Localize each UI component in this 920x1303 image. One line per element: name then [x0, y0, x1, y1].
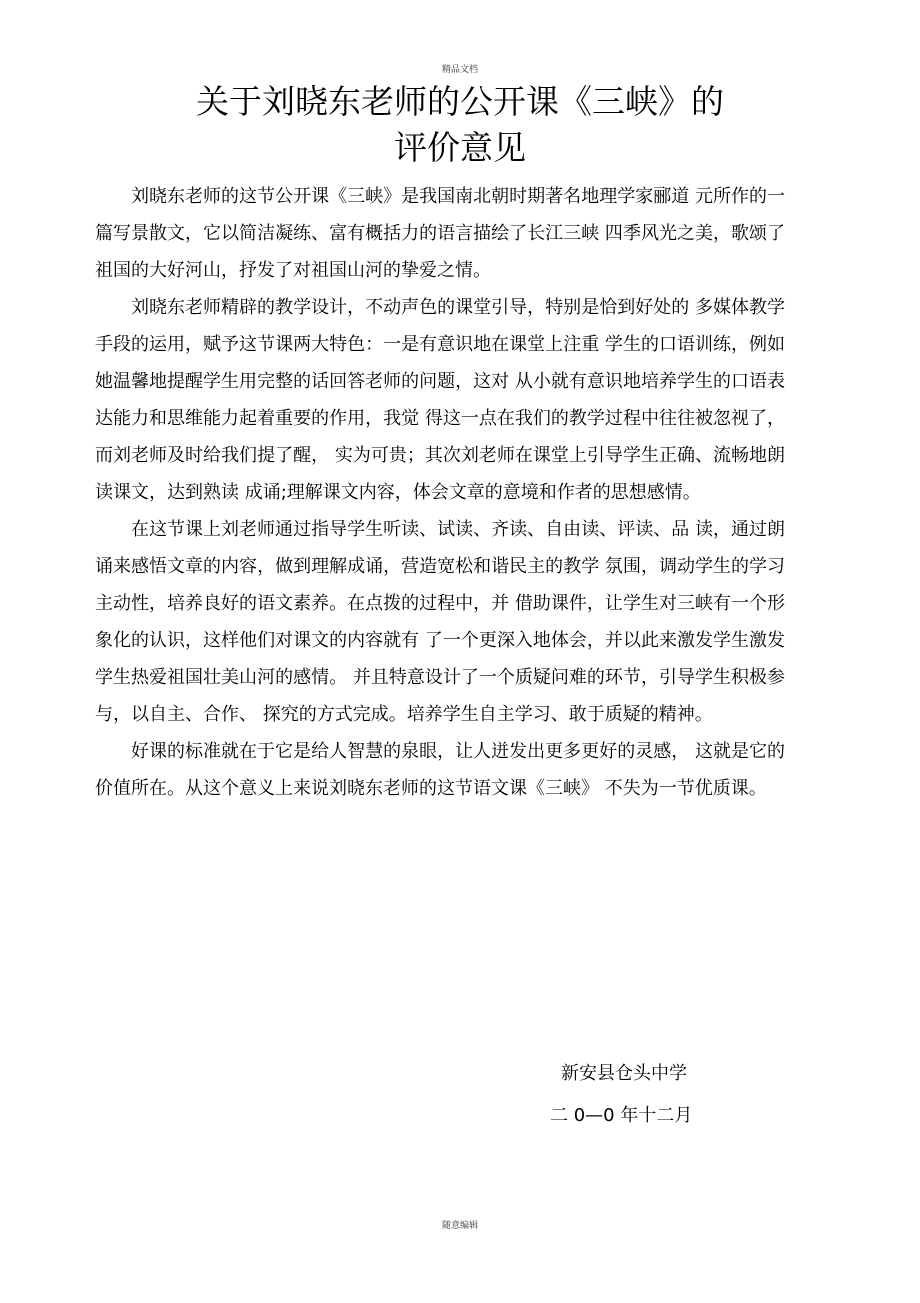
paragraph: 好课的标准就在于它是给人智慧的泉眼，让人迸发出更多更好的灵感， 这就是它的价值所在。从这个意义上来说刘晓东老师的这节语文课《三峡》 不失为一节优质课。	[95, 741, 785, 799]
paragraph: 刘晓东老师的这节公开课《三峡》是我国南北朝时期著名地理学家郦道 元所作的一篇写景散文，它以简洁凝练、富有概括力的语言描绘了长江三峡 四季风光之美，歌颂了祖国的大好河山，抒发了对祖国山河的挚爱之情。	[95, 186, 785, 281]
signature-date: 二 0—0 年十二月	[550, 1105, 693, 1126]
header-watermark: 精品文档	[441, 65, 478, 75]
document-title-line-1: 关于刘晓东老师的公开课《三峡》的	[196, 82, 724, 121]
document-title-line-2: 评价意见	[394, 128, 526, 167]
paragraph: 在这节课上刘老师通过指导学生听读、试读、齐读、自由读、评读、品 读，通过朗诵来感悟文章的内容，做到理解成诵，营造宽松和谐民主的教学 氛围，调动学生的学习主动性，培养良好的语文素养。在点拨的过程中，并 借助课件，让学生对三峡有一个形象化的认识，这样他们对课文的内容就有 了一个更深入地体会，并以此来激发学生激发学生热爱祖国壮美山河的感情。 并且特意设计了一个质疑问难的环节，引导学生积极参与，以自主、合作、 探究的方式完成。培养学生自主学习、敢于质疑的精神。	[95, 519, 785, 725]
signature-organization: 新安县仓头中学	[561, 1063, 687, 1084]
document-body	[95, 178, 785, 807]
paragraph: 刘晓东老师精辟的教学设计，不动声色的课堂引导，特别是恰到好处的 多媒体教学手段的运用，赋予这节课两大特色：一是有意识地在课堂上注重 学生的口语训练，例如她温馨地提醒学生用完整的话回答老师的问题，这对 从小就有意识地培养学生的口语表达能力和思维能力起着重要的作用，我觉 得这一点在我们的教学过程中往往被忽视了，而刘老师及时给我们提了醒， 实为可贵；其次刘老师在课堂上引导学生正确、流畅地朗读课文，达到熟读 成诵;理解课文内容，体会文章的意境和作者的思想感情。	[95, 297, 785, 503]
footer-watermark: 随意编辑	[441, 1221, 478, 1231]
